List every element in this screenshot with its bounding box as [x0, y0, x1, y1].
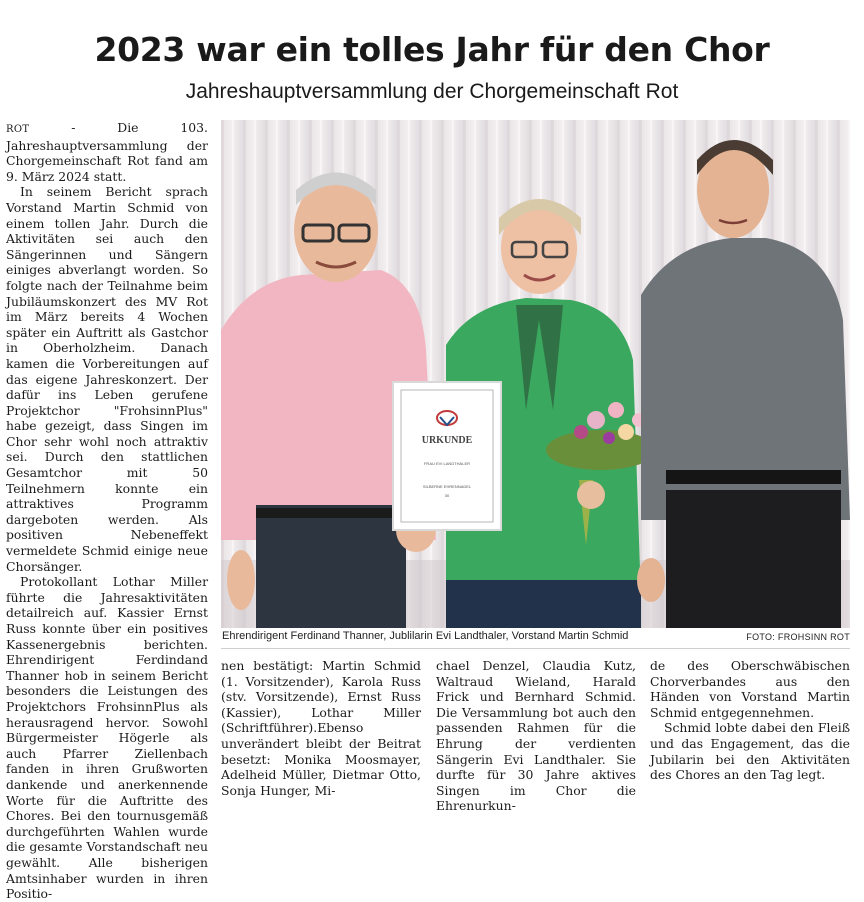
article-column-3: [436, 658, 636, 814]
certificate-title: URKUNDE: [421, 435, 473, 446]
caption-text: Ehrendirigent Ferdinand Thanner, Jublilarin Evi Landthaler, Vorstand Martin Schmid: [222, 630, 629, 642]
paragraph: de des Oberschwäbischen Chorverbandes aus den Händen von Vorstand Martin Schmid entgegennehmen.: [650, 658, 850, 720]
paragraph: Protokollant Lothar Miller führte die Jahresaktivitäten detailreich auf. Kassier Ernst Russ konnte über ein positives Kassenergebnis berichten. Ehrendirigent Ferdindand Thanner hob in seinem Bericht besonders die Leistungen des Projektchors FrohsinnPlus als herausragend hervor. Sowohl Bürgermeister Högerle als auch Pfarrer Ziellenbach fanden in ihren Grußworten dankende und anerkennende Worte für die Auftritte des Chores. Bei den tournusgemäß durchgeführten Wahlen wurde die gesamte Vorstandschaft neu gewählt. Alle bisherigen Amtsinhaber wurden in ihren Positio-: [6, 574, 208, 902]
subheadline: Jahreshauptversammlung der Chorgemeinschaft Rot: [185, 80, 679, 103]
article-column-1: [6, 120, 208, 902]
photo-credit: FOTO: FROHSINN ROT: [746, 632, 850, 642]
certificate: [393, 382, 501, 530]
photo-illustration: [221, 120, 850, 628]
paragraph: In seinem Bericht sprach Vorstand Martin Schmid von einem tollen Jahr. Durch die Aktivitäten sei auch den Sängerinnen und Sängern einiges abverlangt worden. So folgte nach der Teilnahme beim Jubiläumskonzert des MV Rot im März bereits 4 Wochen später ein Auftritt als Gastchor in Oberholzheim. Danach kamen die Vorbereitungen auf das eigene Jahreskonzert. Der dafür ins Leben gerufene Projektchor "FrohsinnPlus" habe gezeigt, dass Singen im Chor sehr wohl noch attraktiv sei. Durch den stattlichen Gesamtchor mit 50 Teilnehmern konnte ein attraktives Programm dargeboten werden. Als positiven Nebeneffekt vermeldete Schmid einige neue Chorsänger.: [6, 184, 208, 574]
article-column-4: [650, 658, 850, 783]
certificate-years: 30: [444, 493, 450, 498]
photo-caption: [222, 630, 850, 642]
paragraph: Schmid lobte dabei den Fleiß und das Engagement, das die Jubilarin bei den Aktivitäten des Chores an den Tag legt.: [650, 720, 850, 783]
headline: 2023 war ein tolles Jahr für den Chor: [94, 30, 770, 69]
caption-divider: [221, 648, 850, 649]
paragraph: chael Denzel, Claudia Kutz, Waltraud Wieland, Harald Frick und Bernhard Schmid. Die Versammlung bot auch den passenden Rahmen für die Ehrung der verdienten Sängerin Evi Landthaler. Sie durfte für 30 Jahre aktives Singen im Chor die Ehrenurkun-: [436, 658, 636, 814]
certificate-name: FRAU EVI LANDTHALER: [423, 461, 471, 466]
article-photo: [221, 120, 850, 628]
paragraph: ROT - Die 103. Jahreshauptversammlung der Chorgemeinschaft Rot fand am 9. März 2024 statt.: [6, 120, 208, 184]
paragraph: nen bestätigt: Martin Schmid (1. Vorsitzender), Karola Russ (stv. Vorsitzende), Ernst Russ (Kassier), Lothar Miller (Schriftführer).Ebenso unverändert bleibt der Beitrat besetzt: Monika Moosmayer, Adelheid Müller, Dietmar Otto, Sonja Hunger, Mi-: [221, 658, 421, 798]
article-column-2: [221, 658, 421, 798]
dateline: ROT: [6, 124, 30, 135]
certificate-award: SILBERNE EHRENNADEL: [422, 484, 472, 489]
